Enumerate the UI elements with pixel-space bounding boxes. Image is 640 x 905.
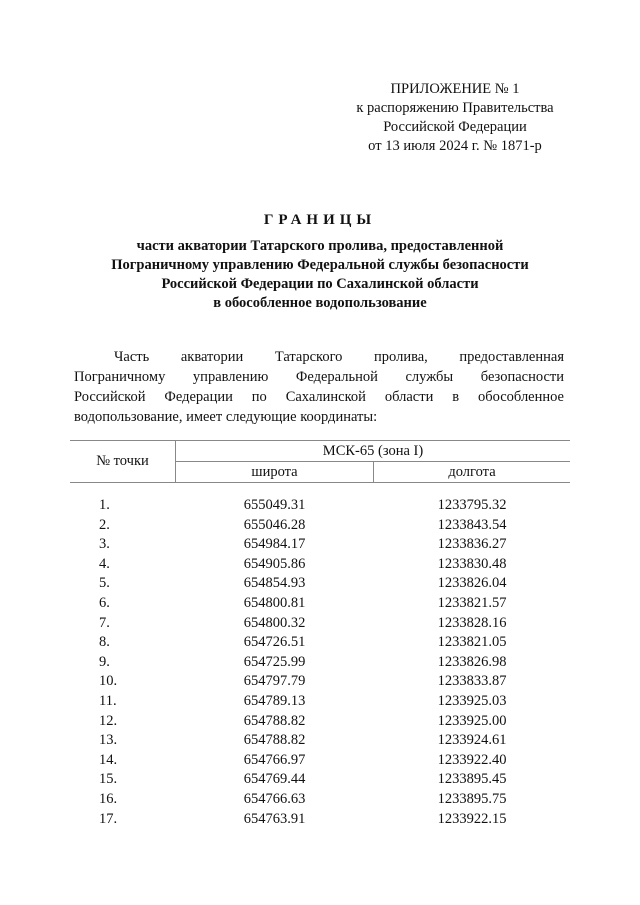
table-row	[70, 672, 570, 692]
longitude-cell: 1233833.87	[437, 673, 507, 690]
longitude-cell: 1233922.40	[437, 751, 507, 768]
point-number: 10.	[99, 673, 118, 690]
latitude-cell: 654789.13	[243, 692, 306, 709]
appendix-ref-line: Российской Федерации	[383, 119, 527, 135]
latitude-cell: 654766.63	[243, 790, 306, 807]
point-number: 3.	[99, 536, 110, 553]
table-row	[70, 692, 570, 712]
latitude-cell: 654766.97	[243, 751, 306, 768]
point-number: 14.	[99, 751, 118, 768]
point-number: 5.	[99, 575, 110, 592]
table-row	[70, 712, 570, 732]
longitude-cell: 1233821.57	[437, 594, 507, 611]
paragraph-line: Пограничному управлению Федеральной службы безопасности	[74, 369, 564, 385]
appendix-header	[330, 80, 580, 156]
point-number: 17.	[99, 810, 118, 827]
table-body	[70, 496, 570, 829]
paragraph-line: водопользование, имеет следующие координаты:	[74, 409, 378, 425]
longitude-cell: 1233895.75	[437, 790, 507, 807]
longitude-cell: 1233828.16	[437, 614, 507, 631]
longitude-cell: 1233925.00	[437, 712, 507, 729]
subtitle-line: Российской Федерации по Сахалинской области	[161, 276, 479, 292]
table-row	[70, 731, 570, 751]
appendix-title: ПРИЛОЖЕНИЕ № 1	[390, 81, 520, 97]
latitude-cell: 654800.81	[243, 594, 306, 611]
header-point-number: № точки	[96, 453, 149, 469]
subtitle-line: в обособленное водопользование	[213, 295, 427, 311]
table-row	[70, 555, 570, 575]
latitude-cell: 654763.91	[243, 810, 306, 827]
longitude-cell: 1233895.45	[437, 771, 507, 788]
point-number: 4.	[99, 555, 110, 572]
table-row	[70, 535, 570, 555]
table-row	[70, 496, 570, 516]
longitude-cell: 1233843.54	[437, 516, 507, 533]
table-header	[70, 440, 570, 483]
latitude-cell: 654726.51	[243, 634, 306, 651]
latitude-cell: 654905.86	[243, 555, 306, 572]
table-row	[70, 633, 570, 653]
point-number: 15.	[99, 771, 118, 788]
point-number: 16.	[99, 790, 118, 807]
point-number: 8.	[99, 634, 110, 651]
latitude-cell: 654797.79	[243, 673, 306, 690]
table-row	[70, 770, 570, 790]
point-number: 12.	[99, 712, 118, 729]
point-number: 2.	[99, 516, 110, 533]
latitude-cell: 655046.28	[243, 516, 306, 533]
latitude-cell: 654769.44	[243, 771, 306, 788]
intro-paragraph	[74, 347, 564, 427]
longitude-cell: 1233795.32	[437, 497, 507, 513]
longitude-cell: 1233826.98	[437, 653, 507, 670]
subtitle-line: Пограничному управлению Федеральной службы безопасности	[111, 257, 529, 273]
document-title: ГРАНИЦЫ	[263, 212, 377, 228]
point-number: 7.	[99, 614, 110, 631]
longitude-cell: 1233922.15	[437, 810, 507, 827]
header-coordinate-system: МСК-65 (зона I)	[176, 441, 570, 462]
subtitle-line: части акватории Татарского пролива, предоставленной	[136, 238, 504, 254]
paragraph-line: Российской Федерации по Сахалинской области в обособленное	[74, 389, 564, 405]
appendix-ref-line: к распоряжению Правительства	[356, 100, 554, 116]
point-number: 1.	[99, 497, 110, 513]
paragraph-line: Часть акватории Татарского пролива, предоставленная	[114, 349, 564, 365]
table-row	[70, 810, 570, 830]
appendix-date: от 13 июля 2024 г. № 1871-р	[368, 138, 542, 154]
longitude-cell: 1233836.27	[437, 536, 507, 553]
latitude-cell: 654788.82	[243, 712, 306, 729]
point-number: 11.	[99, 692, 117, 709]
point-number: 6.	[99, 594, 110, 611]
header-latitude: широта	[251, 464, 298, 480]
table-row	[70, 516, 570, 536]
table-row	[70, 751, 570, 771]
header-longitude: долгота	[448, 464, 496, 480]
latitude-cell: 654984.17	[243, 536, 306, 553]
latitude-cell: 655049.31	[243, 497, 306, 513]
longitude-cell: 1233826.04	[437, 575, 507, 592]
longitude-cell: 1233830.48	[437, 555, 507, 572]
table-row	[70, 614, 570, 634]
table-row	[70, 594, 570, 614]
table-row	[70, 653, 570, 673]
table-row	[70, 790, 570, 810]
table-row	[70, 574, 570, 594]
coordinates-table	[70, 440, 570, 829]
longitude-cell: 1233925.03	[437, 692, 507, 709]
latitude-cell: 654788.82	[243, 732, 306, 749]
latitude-cell: 654854.93	[243, 575, 306, 592]
point-number: 13.	[99, 732, 118, 749]
latitude-cell: 654725.99	[243, 653, 306, 670]
document-subtitle	[60, 237, 580, 313]
point-number: 9.	[99, 653, 110, 670]
latitude-cell: 654800.32	[243, 614, 306, 631]
longitude-cell: 1233924.61	[437, 732, 507, 749]
longitude-cell: 1233821.05	[437, 634, 507, 651]
